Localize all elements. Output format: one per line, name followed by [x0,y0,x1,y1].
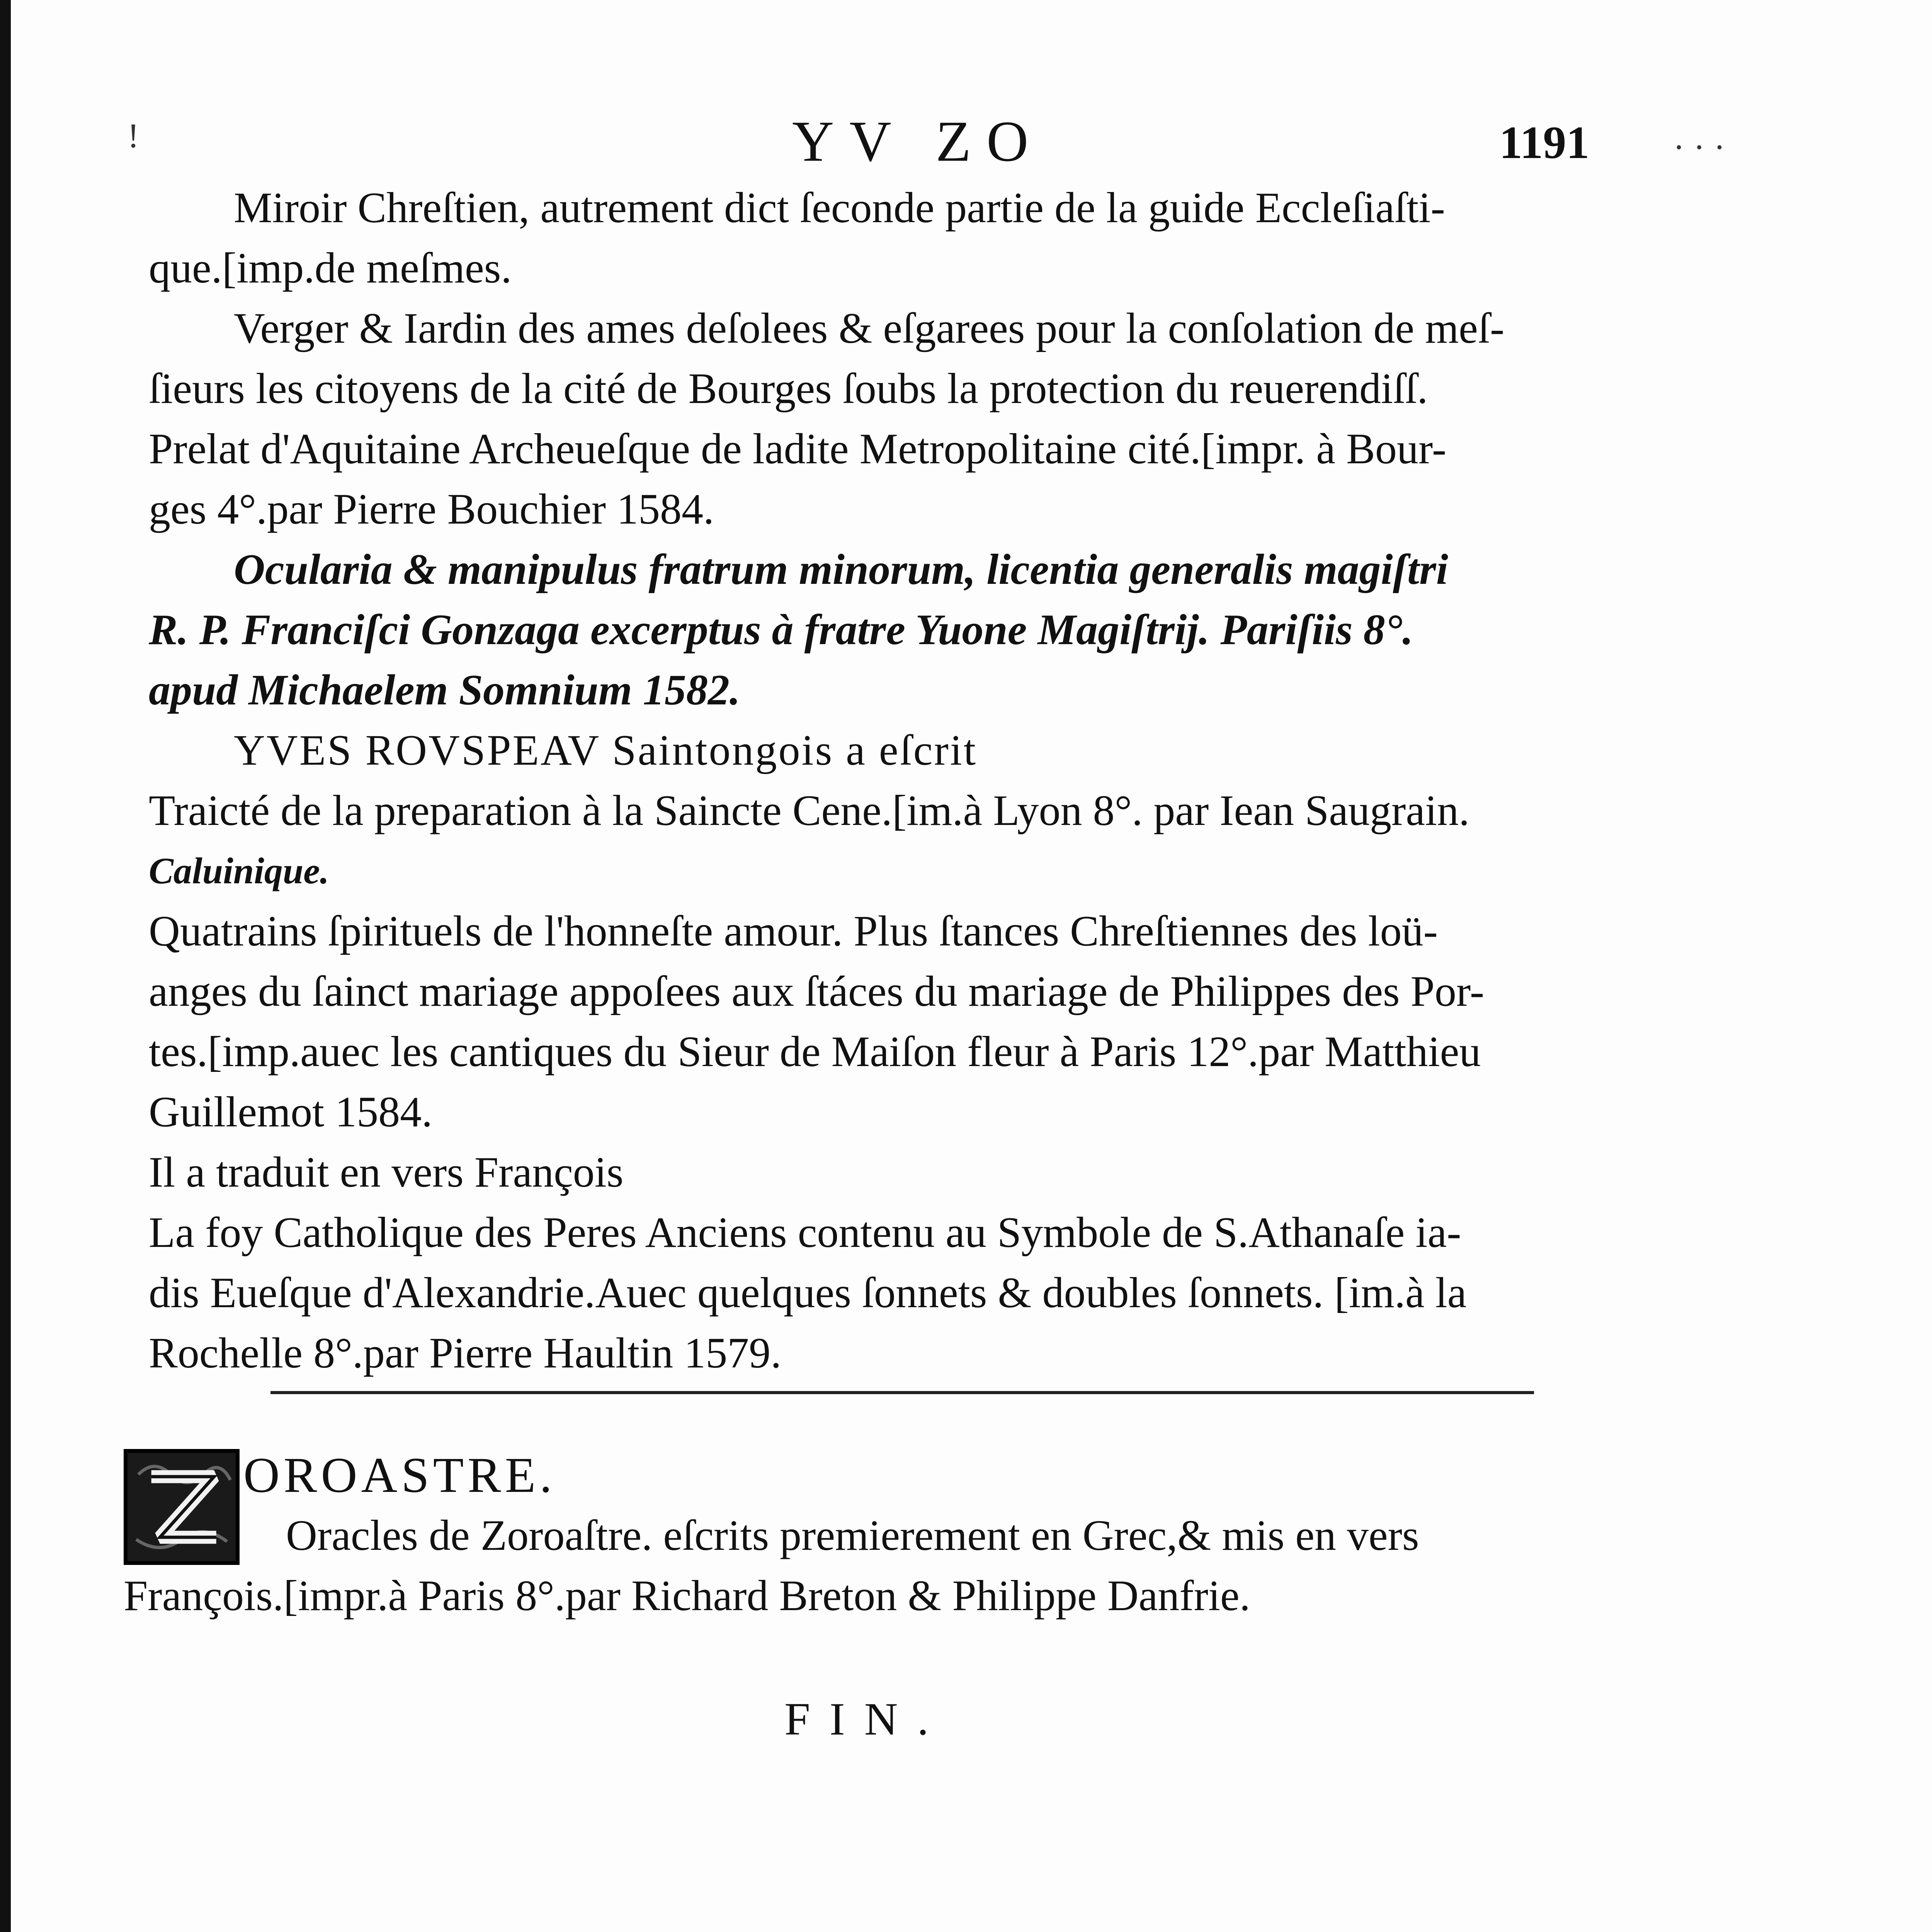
text-line: Guillemot 1584. [149,1088,433,1136]
author-heading: YVES ROVSPEAV Saintongois a eſcrit [234,726,977,774]
fin-label: FIN. [784,1693,948,1745]
text-line: tes.[imp.auec les cantiques du Sieur de Maiſon fleur à Paris 12°.par Matthieu [149,1028,1481,1076]
text-line: Oracles de Zoroaſtre. eſcrits premierement en Grec,& mis en vers [286,1512,1419,1560]
entry-heading: OROASTRE. [243,1447,556,1503]
italic-line: Ocularia & manipulus fratrum minorum, licentia generalis magiſtri [234,546,1448,594]
text-line: François.[impr.à Paris 8°.par Richard Breton & Philippe Danfrie. [124,1572,1250,1620]
text-line: Traicté de la preparation à la Saincte Cene.[im.à Lyon 8°. par Iean Saugrain. [149,787,1470,835]
decorated-initial-z-icon [124,1449,240,1565]
text-line: Rochelle 8°.par Pierre Haultin 1579. [149,1329,782,1377]
italic-line: R. P. Franciſci Gonzaga excerptus à fratre Yuone Magiſtrij. Pariſiis 8°. [149,606,1413,654]
stray-mark: ! [128,117,139,155]
text-line: Il a traduit en vers François [149,1148,624,1196]
page-number: 1191 [1499,117,1590,168]
running-title: YV ZO [792,109,1044,173]
stray-mark: · · · [1673,128,1725,167]
text-line: ges 4°.par Pierre Bouchier 1584. [149,485,714,533]
text-line: dis Eueſque d'Alexandrie.Auec quelques ſonnets & doubles ſonnets. [im.à la [149,1269,1467,1317]
text-line: La foy Catholique des Peres Anciens contenu au Symbole de S.Athanaſe ia- [149,1209,1461,1257]
main-text [149,178,1644,1383]
text-line: Prelat d'Aquitaine Archeueſque de ladite Metropolitaine cité.[impr. à Bour- [149,425,1447,473]
section-divider [270,1391,1534,1394]
scan-edge [0,0,11,1932]
text-line: anges du ſainct mariage appoſees aux ſtáces du mariage de Philippes des Por- [149,968,1485,1015]
text-line: ſieurs les citoyens de la cité de Bourges ſoubs la protection du reuerendiſſ. [149,365,1428,413]
text-line: Verger & Iardin des ames deſolees & eſgarees pour la conſolation de meſ- [234,304,1505,352]
text-line: Miroir Chreſtien, autrement dict ſeconde partie de la guide Eccleſiaſti- [234,184,1445,232]
text-line: Quatrains ſpirituels de l'honneſte amour. Plus ſtances Chreſtiennes des loü- [149,907,1438,955]
italic-line: apud Michaelem Somnium 1582. [149,666,740,714]
running-header [0,108,1932,178]
text-line: que.[imp.de meſmes. [149,244,512,292]
caluinique-label: Caluinique. [149,850,329,891]
